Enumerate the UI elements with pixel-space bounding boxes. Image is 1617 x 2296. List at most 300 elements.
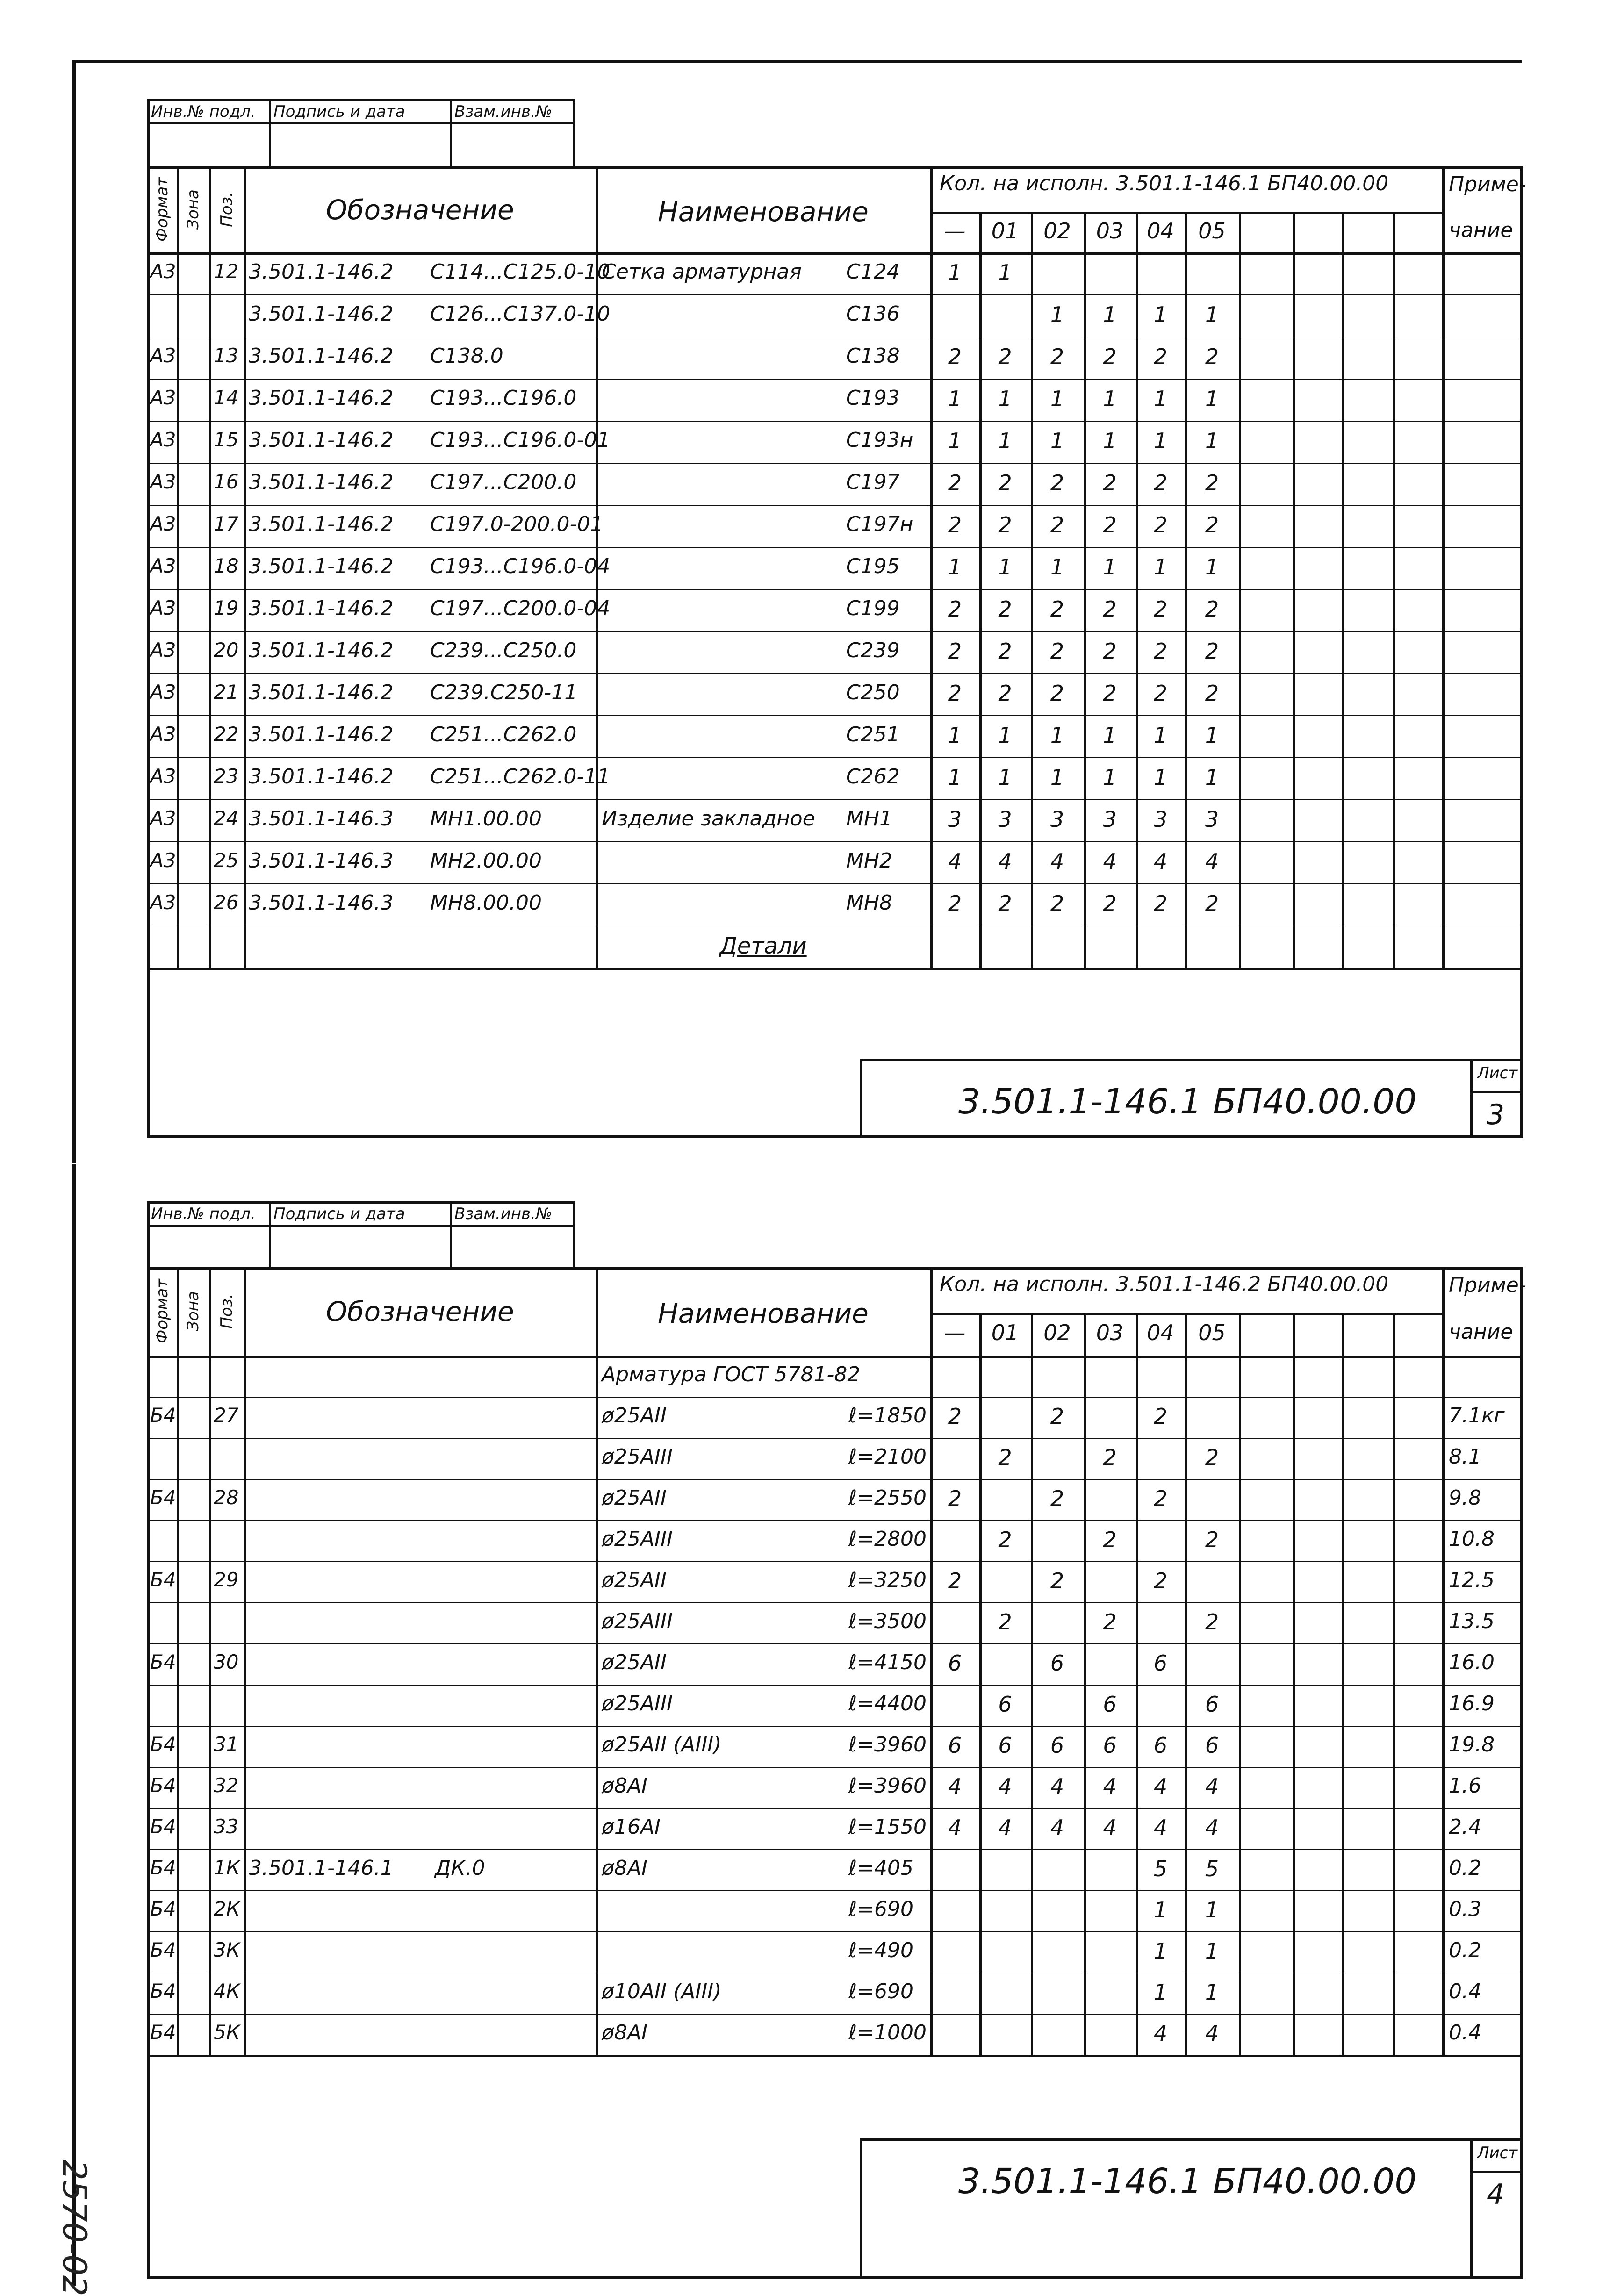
sheet4-col-line <box>596 1267 598 2055</box>
row-note: 0.2 <box>1449 1938 1481 1963</box>
row-position: 30 <box>214 1650 239 1674</box>
row-qty-5: 4 <box>1205 1774 1219 1800</box>
row-format: А3 <box>150 680 176 703</box>
row-qty-1: 1 <box>998 386 1012 411</box>
page-frame-top <box>72 60 1522 63</box>
sheet3-row-line <box>147 463 244 464</box>
sheet4-row-line <box>147 1643 244 1644</box>
sheet3-row-line <box>244 631 1520 632</box>
row-qty-1: 4 <box>998 1774 1012 1800</box>
row-position: 16 <box>214 470 239 493</box>
sheet3-tb-top <box>860 1059 1520 1061</box>
row-name: ø25АIII <box>602 1692 673 1716</box>
row-qty-0: 1 <box>948 764 962 790</box>
row-position: 21 <box>214 680 239 703</box>
sheet4-col-line <box>1342 1313 1344 2055</box>
row-note: 0.4 <box>1449 1980 1481 2004</box>
sheet4-table-bottom <box>147 2055 1520 2057</box>
header-variant-2: 02 <box>1043 1320 1071 1345</box>
sheet4-col-line <box>979 1313 982 2055</box>
row-qty-5: 3 <box>1205 806 1219 832</box>
row-qty-2: 2 <box>1050 512 1064 538</box>
sheet4-row-line <box>244 1849 1520 1850</box>
row-qty-1: 2 <box>998 890 1012 916</box>
row-qty-2: 1 <box>1050 722 1064 748</box>
row-position: 28 <box>214 1486 239 1509</box>
row-format: А3 <box>150 512 176 535</box>
sheet4-frame-bottom <box>147 2276 1523 2279</box>
sheet4-row-line <box>244 1397 1520 1398</box>
row-name: ø8АI <box>602 2021 647 2045</box>
row-qty-1: 2 <box>998 638 1012 664</box>
row-format: А3 <box>150 848 176 872</box>
row-format: Б4 <box>150 1774 176 1797</box>
row-qty-5: 2 <box>1205 890 1219 916</box>
header-variant-4: 04 <box>1147 1320 1174 1345</box>
row-qty-3: 4 <box>1103 1774 1117 1800</box>
row-qty-0: 2 <box>948 512 962 538</box>
row-qty-0: 1 <box>948 554 962 580</box>
row-qty-3: 1 <box>1103 554 1117 580</box>
row-qty-2: 2 <box>1050 890 1064 916</box>
row-qty-2: 6 <box>1050 1650 1064 1676</box>
row-document: 3.501.1-146.3 <box>249 848 394 873</box>
row-qty-3: 2 <box>1103 890 1117 916</box>
row-qty-3: 4 <box>1103 1815 1117 1841</box>
sheet3-row-line <box>244 883 1520 884</box>
row-qty-5: 4 <box>1205 848 1219 874</box>
row-mark: С136 <box>846 301 900 326</box>
sheet4-row-line <box>244 1438 1520 1439</box>
row-qty-1: 2 <box>998 1445 1012 1471</box>
row-name: ø25АIII <box>602 1609 673 1634</box>
sheet3-row-line <box>244 715 1520 716</box>
row-qty-4: 2 <box>1153 344 1168 369</box>
row-mark: МН8 <box>846 890 893 915</box>
row-qty-4: 2 <box>1153 638 1168 664</box>
sheet4-row-line <box>244 1890 1520 1891</box>
header-note-bottom: чание <box>1449 1320 1513 1344</box>
sheet4-row-line <box>147 1561 244 1562</box>
header-format: Формат <box>152 1279 172 1343</box>
row-qty-5: 1 <box>1205 1897 1219 1923</box>
stamp-replace-label: Взам.инв.№ <box>454 1205 553 1223</box>
sheet3-row-line <box>147 673 244 674</box>
sheet4-row-line <box>147 1397 244 1398</box>
sheet4-stamp-right <box>573 1201 575 1267</box>
sheet3-tb-left <box>860 1059 862 1135</box>
row-qty-4: 2 <box>1153 680 1168 706</box>
row-note: 9.8 <box>1449 1486 1481 1510</box>
row-qty-5: 2 <box>1205 1609 1219 1635</box>
header-note-bottom: чание <box>1449 218 1513 242</box>
row-qty-4: 1 <box>1153 764 1168 790</box>
row-qty-4: 2 <box>1153 1404 1168 1429</box>
sheet4-col-line <box>177 1267 179 2055</box>
row-name: ø25АII (АIII) <box>602 1733 722 1757</box>
stamp-sign-label: Подпись и дата <box>273 1205 405 1223</box>
sheet4-col-line <box>1293 1313 1295 2055</box>
row-qty-3: 6 <box>1103 1733 1117 1758</box>
row-document: 3.501.1-146.2 <box>249 259 394 284</box>
row-note: 0.4 <box>1449 2021 1481 2045</box>
row-mark: ℓ=3960 <box>848 1733 927 1757</box>
row-position: 12 <box>214 259 239 283</box>
row-mark: С138 <box>846 344 900 368</box>
row-qty-0: 2 <box>948 470 962 495</box>
sheet4-row-line <box>244 1931 1520 1932</box>
row-qty-2: 1 <box>1050 764 1064 790</box>
sheet4-row-line <box>147 1685 244 1686</box>
row-qty-5: 4 <box>1205 2021 1219 2046</box>
row-format: Б4 <box>150 2021 176 2044</box>
sheet4-col-line <box>1239 1313 1241 2055</box>
row-mark: МН1 <box>846 806 893 831</box>
sheet3-frame-right <box>1520 166 1523 1135</box>
header-name: Наименование <box>658 1298 869 1329</box>
row-code: С197...С200.0-04 <box>430 596 611 620</box>
row-position: 33 <box>214 1815 239 1838</box>
row-code: МН2.00.00 <box>430 848 542 873</box>
row-document: 3.501.1-146.2 <box>249 512 394 536</box>
header-note-top: Приме- <box>1449 1273 1526 1297</box>
row-qty-0: 1 <box>948 386 962 411</box>
row-qty-4: 2 <box>1153 470 1168 495</box>
row-qty-5: 2 <box>1205 1527 1219 1553</box>
row-position: 3К <box>214 1938 240 1962</box>
row-qty-4: 4 <box>1153 2021 1168 2046</box>
row-position: 31 <box>214 1733 239 1756</box>
row-mark: ℓ=2100 <box>848 1445 927 1469</box>
row-mark: ℓ=2800 <box>848 1527 927 1551</box>
row-format: А3 <box>150 806 176 830</box>
sheet3-col-line <box>1442 166 1445 968</box>
row-qty-3: 2 <box>1103 344 1117 369</box>
sheet3-row-line <box>244 421 1520 422</box>
row-position: 19 <box>214 596 239 619</box>
row-qty-2: 6 <box>1050 1733 1064 1758</box>
header-variant-5: 05 <box>1198 218 1226 244</box>
row-qty-5: 1 <box>1205 764 1219 790</box>
row-note: 12.5 <box>1449 1568 1495 1593</box>
row-qty-5: 2 <box>1205 470 1219 495</box>
row-position: 18 <box>214 554 239 577</box>
sheet4-col-line <box>1185 1313 1187 2055</box>
row-document: 3.501.1-146.2 <box>249 386 394 410</box>
row-name: Изделие закладное <box>602 806 815 831</box>
row-qty-4: 2 <box>1153 1568 1168 1594</box>
sheet3-col-line <box>930 166 933 968</box>
row-qty-4: 1 <box>1153 1897 1168 1923</box>
row-qty-0: 1 <box>948 259 962 285</box>
header-designation: Обозначение <box>326 194 514 226</box>
row-document: 3.501.1-146.2 <box>249 638 394 662</box>
row-name: ø10АII (АIII) <box>602 1980 722 2004</box>
sheet3-row-line <box>244 505 1520 506</box>
row-note: 10.8 <box>1449 1527 1495 1551</box>
sheet3-row-line <box>147 799 244 800</box>
row-code: МН8.00.00 <box>430 890 542 915</box>
sheet3-row-line <box>244 799 1520 800</box>
sheet3-stamp-div1 <box>269 99 271 166</box>
row-qty-2: 4 <box>1050 848 1064 874</box>
row-mark: С197н <box>846 512 913 536</box>
sheet4-row-line <box>147 2014 244 2015</box>
row-qty-3: 2 <box>1103 1609 1117 1635</box>
row-format: А3 <box>150 764 176 788</box>
row-format: А3 <box>150 596 176 619</box>
row-qty-4: 1 <box>1153 722 1168 748</box>
row-qty-5: 2 <box>1205 512 1219 538</box>
sheet3-frame-bottom <box>147 1135 1523 1138</box>
row-qty-0: 4 <box>948 1774 962 1800</box>
row-qty-4: 2 <box>1153 890 1168 916</box>
row-qty-0: 6 <box>948 1733 962 1758</box>
row-qty-0: 6 <box>948 1650 962 1676</box>
sheet4-row-line <box>244 1520 1520 1521</box>
row-position: 2К <box>214 1897 240 1921</box>
row-qty-1: 2 <box>998 1527 1012 1553</box>
sheet3-col-line <box>177 166 179 968</box>
sheet3-row-line <box>147 547 244 548</box>
sheet4-row-line <box>244 1685 1520 1686</box>
row-document: 3.501.1-146.2 <box>249 680 394 704</box>
row-mark: ℓ=2550 <box>848 1486 927 1510</box>
row-qty-2: 2 <box>1050 344 1064 369</box>
row-format: Б4 <box>150 1856 176 1880</box>
sheet4-row-line <box>147 1890 244 1891</box>
row-qty-2: 2 <box>1050 596 1064 622</box>
sheet3-row-line <box>147 589 244 590</box>
row-qty-4: 1 <box>1153 1980 1168 2005</box>
row-format: А3 <box>150 428 176 451</box>
row-qty-5: 2 <box>1205 638 1219 664</box>
row-position: 23 <box>214 764 239 788</box>
sheet4-row-line <box>244 2014 1520 2015</box>
row-qty-2: 4 <box>1050 1815 1064 1841</box>
sheet4-stamp-div1 <box>269 1201 271 1267</box>
row-code: С239...С250.0 <box>430 638 577 662</box>
row-mark: С197 <box>846 470 900 494</box>
row-qty-1: 2 <box>998 344 1012 369</box>
row-mark: С124 <box>846 259 900 284</box>
row-qty-1: 2 <box>998 512 1012 538</box>
header-pos: Поз. <box>217 1293 236 1329</box>
row-qty-3: 2 <box>1103 1527 1117 1553</box>
page-frame-left-lower <box>72 1164 76 2286</box>
row-name: ø8АI <box>602 1774 647 1798</box>
row-mark: С250 <box>846 680 900 704</box>
row-document: 3.501.1-146.2 <box>249 428 394 452</box>
row-mark: С193н <box>846 428 913 452</box>
row-note: 16.0 <box>1449 1650 1495 1675</box>
stamp-inv-label: Инв.№ подл. <box>151 102 256 121</box>
row-qty-3: 2 <box>1103 596 1117 622</box>
sheet4-row-line <box>147 1931 244 1932</box>
sheet4-row-line <box>147 1479 244 1480</box>
sheet3-tb-sheet-div <box>1470 1059 1473 1135</box>
sheet4-col-line <box>930 1267 933 2055</box>
header-variant-1: 01 <box>991 218 1019 244</box>
row-qty-4: 5 <box>1153 1856 1168 1882</box>
sheet4-stamp-top <box>147 1201 573 1204</box>
row-qty-3: 2 <box>1103 470 1117 495</box>
sheet3-stamp-left <box>147 99 150 166</box>
row-format: Б4 <box>150 1897 176 1921</box>
sheet4-frame-top <box>147 1267 1520 1270</box>
row-qty-5: 4 <box>1205 1815 1219 1841</box>
row-qty-4: 4 <box>1153 1815 1168 1841</box>
row-qty-2: 2 <box>1050 680 1064 706</box>
sheet3-row-line <box>147 505 244 506</box>
stamp-replace-label: Взам.инв.№ <box>454 102 553 121</box>
sheet3-row-line <box>244 379 1520 380</box>
row-qty-5: 2 <box>1205 680 1219 706</box>
row-qty-3: 1 <box>1103 386 1117 411</box>
row-position: 14 <box>214 386 239 409</box>
row-name: ø25АII <box>602 1568 667 1593</box>
row-mark: ℓ=3500 <box>848 1609 927 1634</box>
sheet4-stamp-div2 <box>450 1201 452 1267</box>
sheet4-row-line <box>244 1479 1520 1480</box>
sheet4-row-line <box>244 1602 1520 1603</box>
row-document: 3.501.1-146.3 <box>249 806 394 831</box>
row-position: 5К <box>214 2021 240 2044</box>
sheet3-row-line <box>147 631 244 632</box>
row-position: 25 <box>214 848 239 872</box>
row-qty-3: 2 <box>1103 1445 1117 1471</box>
row-qty-5: 6 <box>1205 1733 1219 1758</box>
sheet3-stamp-div2 <box>450 99 452 166</box>
row-qty-4: 1 <box>1153 554 1168 580</box>
header-variant-2: 02 <box>1043 218 1071 244</box>
row-qty-5: 1 <box>1205 1980 1219 2005</box>
sheet4-stamp-mid <box>147 1225 573 1227</box>
row-format: Б4 <box>150 1815 176 1838</box>
row-document: 3.501.1-146.2 <box>249 596 394 620</box>
header-variant-5: 05 <box>1198 1320 1226 1345</box>
row-qty-3: 1 <box>1103 428 1117 453</box>
row-qty-0: 3 <box>948 806 962 832</box>
sheet3-row-line <box>244 673 1520 674</box>
row-code: МН1.00.00 <box>430 806 542 831</box>
header-qty-title: Кол. на исполн. 3.501.1-146.2 БП40.00.00 <box>940 1272 1389 1296</box>
sheet3-col-line <box>209 166 211 968</box>
row-name: ø25АIII <box>602 1527 673 1551</box>
row-qty-4: 6 <box>1153 1733 1168 1758</box>
row-qty-2: 1 <box>1050 554 1064 580</box>
row-position: 13 <box>214 344 239 367</box>
row-document: 3.501.1-146.2 <box>249 301 394 326</box>
row-mark: С251 <box>846 722 900 746</box>
header-designation: Обозначение <box>326 1296 514 1327</box>
row-qty-2: 2 <box>1050 1568 1064 1594</box>
row-qty-0: 2 <box>948 1568 962 1594</box>
sheet4-row-line <box>244 1808 1520 1809</box>
row-name: Сетка арматурная <box>602 259 802 284</box>
header-variant-1: 01 <box>991 1320 1019 1345</box>
sheet4-row-line <box>244 1643 1520 1644</box>
header-zone: Зона <box>183 1291 202 1331</box>
sheet3-row-line <box>244 294 1520 295</box>
row-qty-4: 1 <box>1153 386 1168 411</box>
row-note: 0.3 <box>1449 1897 1481 1922</box>
sheet4-tb-left <box>860 2138 862 2276</box>
header-variant-3: 03 <box>1096 218 1124 244</box>
sheet3-row-line <box>147 421 244 422</box>
row-mark: С199 <box>846 596 900 620</box>
row-qty-1: 1 <box>998 764 1012 790</box>
row-position: 27 <box>214 1404 239 1427</box>
row-format: А3 <box>150 470 176 493</box>
row-qty-0: 2 <box>948 638 962 664</box>
row-mark: С262 <box>846 764 900 789</box>
row-mark: ℓ=3960 <box>848 1774 927 1798</box>
row-qty-1: 1 <box>998 554 1012 580</box>
row-code: С251...С262.0-11 <box>430 764 611 789</box>
row-position: 1К <box>214 1856 240 1880</box>
sheet-number: 3 <box>1487 1098 1505 1131</box>
row-qty-1: 2 <box>998 596 1012 622</box>
row-qty-0: 2 <box>948 1486 962 1512</box>
row-qty-0: 4 <box>948 848 962 874</box>
sheet4-row-line <box>244 1561 1520 1562</box>
row-position: 22 <box>214 722 239 746</box>
row-qty-2: 2 <box>1050 1486 1064 1512</box>
row-format: Б4 <box>150 1650 176 1674</box>
sheet3-row-line <box>147 715 244 716</box>
row-qty-3: 3 <box>1103 806 1117 832</box>
row-code: ДК.0 <box>435 1856 485 1880</box>
row-code: С193...С196.0-04 <box>430 554 611 578</box>
row-mark: ℓ=1550 <box>848 1815 927 1839</box>
row-mark: ℓ=4400 <box>848 1692 927 1716</box>
row-format: Б4 <box>150 1733 176 1756</box>
section-heading: Детали <box>719 933 807 959</box>
row-qty-2: 1 <box>1050 386 1064 411</box>
header-variant-3: 03 <box>1096 1320 1124 1345</box>
sheet4-col-line <box>1031 1313 1033 2055</box>
sheet4-row-line <box>147 1767 244 1768</box>
row-qty-1: 1 <box>998 722 1012 748</box>
sheet4-col-line <box>1393 1313 1395 2055</box>
sheet4-row-line <box>244 1767 1520 1768</box>
row-qty-0: 2 <box>948 596 962 622</box>
row-format: Б4 <box>150 1568 176 1592</box>
row-position: 20 <box>214 638 239 661</box>
sheet3-row-line <box>244 463 1520 464</box>
row-name: ø25АII <box>602 1404 667 1428</box>
row-qty-5: 1 <box>1205 1938 1219 1964</box>
row-qty-1: 1 <box>998 428 1012 453</box>
row-note: 19.8 <box>1449 1733 1495 1757</box>
row-qty-3: 1 <box>1103 301 1117 327</box>
row-format: А3 <box>150 554 176 577</box>
row-code: С251...С262.0 <box>430 722 577 746</box>
sheet4-col-line <box>1442 1267 1445 2055</box>
row-qty-2: 1 <box>1050 301 1064 327</box>
row-mark: С195 <box>846 554 900 578</box>
row-qty-0: 2 <box>948 890 962 916</box>
sheet3-row-line <box>244 589 1520 590</box>
row-format: А3 <box>150 344 176 367</box>
sheet-number: 4 <box>1487 2178 1505 2211</box>
row-qty-5: 2 <box>1205 344 1219 369</box>
row-format: Б4 <box>150 1404 176 1427</box>
sheet4-row-line <box>244 1726 1520 1727</box>
row-position: 17 <box>214 512 239 535</box>
row-code: С197.0-200.0-01 <box>430 512 604 536</box>
